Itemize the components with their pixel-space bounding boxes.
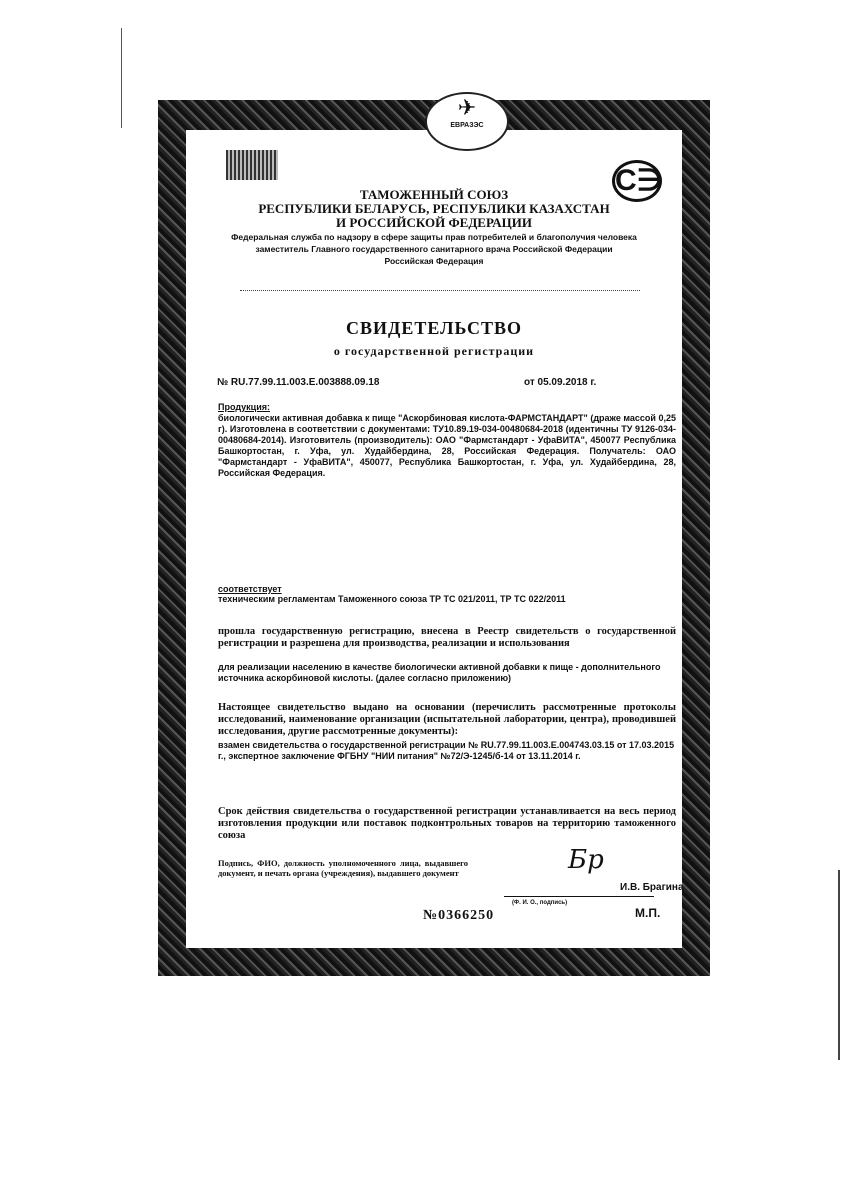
conformity-label: соответствует <box>218 584 282 594</box>
basis-details: взамен свидетельства о государственной регистрации № RU.77.99.11.003.E.004743.03.15 от 17.03.2015 г., экспертное заключение ФГБНУ "НИИ питания" №72/Э-1245/б-14 от 13.11.2014 г. <box>218 740 675 761</box>
evrazes-logo <box>425 92 509 151</box>
hologram-stamp-icon <box>226 150 278 180</box>
basis-text: Настоящее свидетельство выдано на основании (перечислить рассмотренные протоколы исследований, наименование организации (испытательной лаборатории, центра), проводившей исследования, другие рассмотренные документы): <box>218 702 676 737</box>
country-name: Российская Федерация <box>384 256 484 266</box>
signature-caption: (Ф. И. О., подпись) <box>512 900 568 906</box>
validity-text: Срок действия свидетельства о государственной регистрации устанавливается на весь период изготовления продукции или поставок подконтрольных товаров на территорию таможенного союза <box>218 806 676 841</box>
form-number: №0366250 <box>423 908 495 923</box>
seal-mark: М.П. <box>635 906 661 920</box>
conformity-text: техническим регламентам Таможенного союза ТР ТС 021/2011, ТР ТС 022/2011 <box>218 594 566 604</box>
product-text: биологически активная добавка к пище "Аскорбиновая кислота-ФАРМСТАНДАРТ" (драже массой 0,25 г). Изготовлена в соответствии с документами: ТУ10.89.19-034-00480684-2018 (идентичны ТУ 9126-034-00480684-2014). Изготовитель (производитель): ОАО "Фармстандарт - УфаВИТА", 450077 Республика Башкортостан, г. Уфа, ул. Худайбердина, 28, Российская Федерация. Получатель: ОАО "Фармстандарт - УфаВИТА", 450077, Республика Башкортостан, г. Уфа, ул. Худайбердина, 28, Российская Федерация. <box>218 413 676 478</box>
official-title: заместитель Главного государственного санитарного врача Российской Федерации <box>255 244 613 254</box>
federation-title: И РОССИЙСКОЙ ФЕДЕРАЦИИ <box>336 215 532 230</box>
document-title: СВИДЕТЕЛЬСТВО <box>345 318 523 338</box>
logo-text: ЕВРАЗЭС <box>450 122 484 129</box>
registration-text: прошла государственную регистрацию, внесена в Реестр свидетельств о государственной регистрации и разрешена для производства, реализации и использования <box>218 626 676 649</box>
republics-title: РЕСПУБЛИКИ БЕЛАРУСЬ, РЕСПУБЛИКИ КАЗАХСТАН <box>258 201 610 216</box>
registration-number: № RU.77.99.11.003.E.003888.09.18 <box>217 377 380 388</box>
eac-mark-icon: С∋ <box>612 160 662 202</box>
emblem-icon: ✈ <box>457 95 477 120</box>
scan-edge-line <box>838 870 840 1060</box>
signature-line <box>504 896 654 897</box>
document-subtitle: о государственной регистрации <box>333 344 535 358</box>
registration-date: от 05.09.2018 г. <box>524 377 597 388</box>
product-label: Продукция: <box>218 402 270 412</box>
usage-text: для реализации населению в качестве биологически активной добавки к пище - дополнительного источника аскорбиновой кислоты. (далее согласно приложению) <box>218 662 661 683</box>
signature-label: Подпись, ФИО, должность уполномоченного лица, выдавшего документ, и печать органа (учреждения), выдавшего документ <box>218 858 468 878</box>
signatory-name: И.В. Брагина <box>620 882 684 893</box>
handwritten-signature: Бр <box>568 845 604 875</box>
scan-edge-line <box>121 28 122 128</box>
union-title: ТАМОЖЕННЫЙ СОЮЗ <box>359 187 509 202</box>
divider <box>240 290 640 291</box>
agency-name: Федеральная служба по надзору в сфере защиты прав потребителей и благополучия человека <box>231 232 637 242</box>
